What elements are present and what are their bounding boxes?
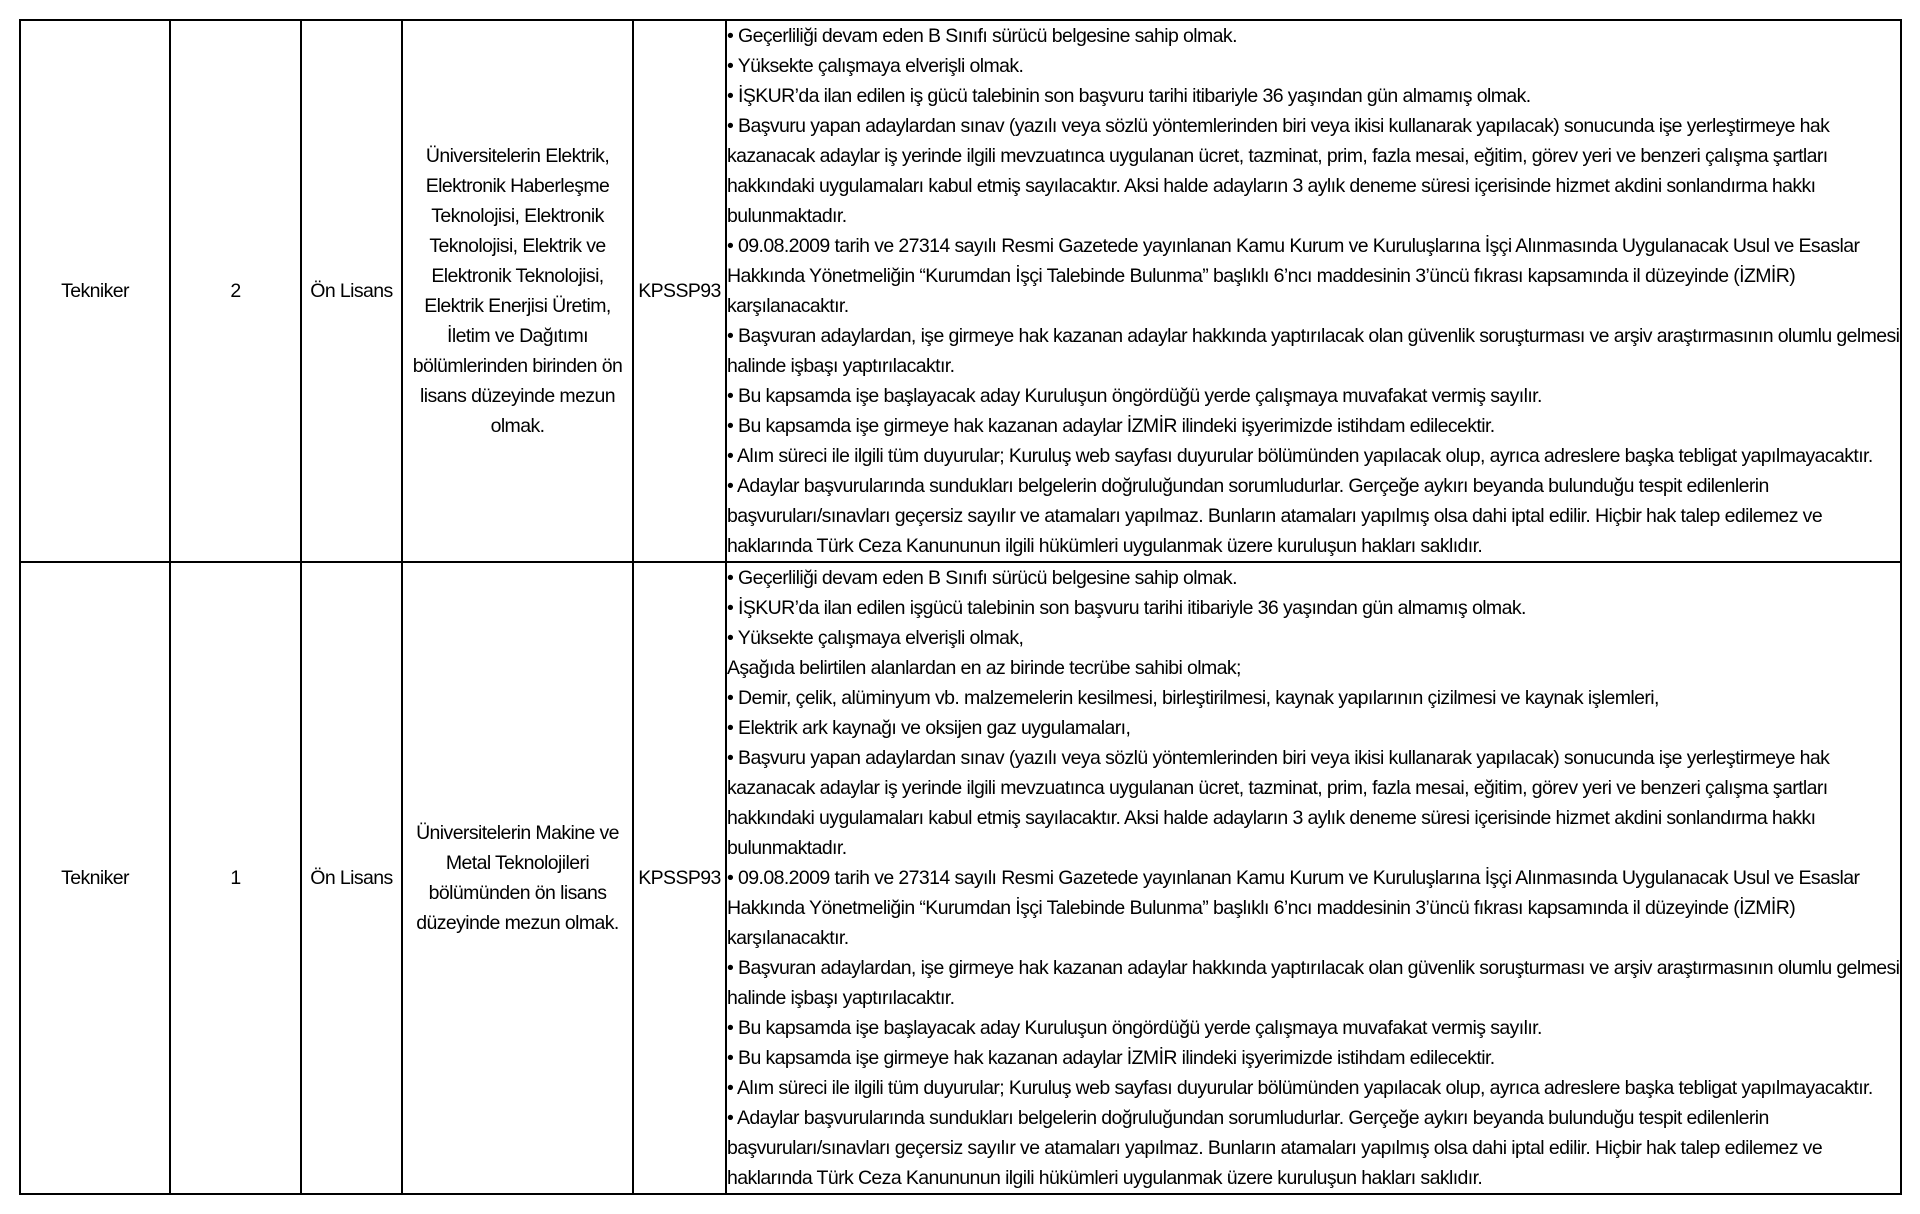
job-requirements-table [19, 19, 1902, 1195]
requirement-item: • İŞKUR’da ilan edilen iş gücü talebinin son başvuru tarihi itibariyle 36 yaşından gün almamış olmak. [727, 85, 1531, 107]
count-cell: 1 [170, 562, 301, 1194]
requirement-item: • 09.08.2009 tarih ve 27314 sayılı Resmi Gazetede yayınlanan Kamu Kurum ve Kuruluşlarına İşçi Alınmasında Uygulanacak Usul ve Esaslar Hakkında Yönetmeliğin “Kurumdan İşçi Talebinde Bulunma” başlıklı 6’ncı maddesinin 3’üncü fıkrası kapsamında il düzeyinde (İZMİR) karşılanacaktır. [727, 235, 1860, 317]
requirements-cell [726, 20, 1901, 562]
requirement-item: • İŞKUR’da ilan edilen işgücü talebinin son başvuru tarihi itibariyle 36 yaşından gün almamış olmak. [727, 597, 1526, 619]
requirement-item: • Bu kapsamda işe girmeye hak kazanan adaylar İZMİR ilindeki işyerimizde istihdam edilecektir. [727, 415, 1495, 437]
department-cell: Üniversitelerin Makine ve Metal Teknolojileri bölümünden ön lisans düzeyinde mezun olmak. [402, 562, 633, 1194]
department-cell: Üniversitelerin Elektrik, Elektronik Haberleşme Teknolojisi, Elektronik Teknolojisi, Elektrik ve Elektronik Teknolojisi, Elektrik Enerjisi Üretim, İletim ve Dağıtımı bölümlerinden birinden ön lisans düzeyinde mezun olmak. [402, 20, 633, 562]
requirement-item: • Demir, çelik, alüminyum vb. malzemelerin kesilmesi, birleştirilmesi, kaynak yapılarının çizilmesi ve kaynak işlemleri, [727, 687, 1659, 709]
requirement-item: • Adaylar başvurularında sundukları belgelerin doğruluğundan sorumludurlar. Gerçeğe aykırı beyanda bulunduğu tespit edilenlerin başvuruları/sınavları geçersiz sayılır ve atamaları yapılmaz. Bunların atamaları yapılmış olsa dahi iptal edilir. Hiçbir hak talep edilemez ve haklarında Türk Ceza Kanununun ilgili hükümleri uygulanmak üzere kuruluşun hakları saklıdır. [727, 475, 1823, 557]
table-row [20, 20, 1901, 562]
requirement-item: • Elektrik ark kaynağı ve oksijen gaz uygulamaları, [727, 717, 1131, 739]
requirement-item: • Geçerliliği devam eden B Sınıfı sürücü belgesine sahip olmak. [727, 25, 1237, 47]
education-cell: Ön Lisans [301, 562, 402, 1194]
requirement-item: • Alım süreci ile ilgili tüm duyurular; Kuruluş web sayfası duyurular bölümünden yapılacak olup, ayrıca adreslere başka tebligat yapılmayacaktır. [727, 1077, 1873, 1099]
requirements-cell [726, 562, 1901, 1194]
requirement-item: • Bu kapsamda işe başlayacak aday Kuruluşun öngördüğü yerde çalışmaya muvafakat vermiş sayılır. [727, 385, 1542, 407]
requirement-item: • 09.08.2009 tarih ve 27314 sayılı Resmi Gazetede yayınlanan Kamu Kurum ve Kuruluşlarına İşçi Alınmasında Uygulanacak Usul ve Esaslar Hakkında Yönetmeliğin “Kurumdan İşçi Talebinde Bulunma” başlıklı 6’ncı maddesinin 3’üncü fıkrası kapsamında il düzeyinde (İZMİR) karşılanacaktır. [727, 867, 1860, 949]
requirement-item: • Başvuran adaylardan, işe girmeye hak kazanan adaylar hakkında yaptırılacak olan güvenlik soruşturması ve arşiv araştırmasının olumlu gelmesi halinde işbaşı yaptırılacaktır. [727, 325, 1900, 377]
requirement-item: • Başvuran adaylardan, işe girmeye hak kazanan adaylar hakkında yaptırılacak olan güvenlik soruşturması ve arşiv araştırmasının olumlu gelmesi halinde işbaşı yaptırılacaktır. [727, 957, 1900, 1009]
requirement-item: Aşağıda belirtilen alanlardan en az birinde tecrübe sahibi olmak; [727, 657, 1241, 679]
requirement-item: • Bu kapsamda işe başlayacak aday Kuruluşun öngördüğü yerde çalışmaya muvafakat vermiş sayılır. [727, 1017, 1542, 1039]
requirement-item: • Bu kapsamda işe girmeye hak kazanan adaylar İZMİR ilindeki işyerimizde istihdam edilecektir. [727, 1047, 1495, 1069]
requirement-item: • Yüksekte çalışmaya elverişli olmak, [727, 627, 1024, 649]
requirement-item: • Başvuru yapan adaylardan sınav (yazılı veya sözlü yöntemlerinden biri veya ikisi kullanarak yapılacak) sonucunda işe yerleştirmeye hak kazanacak adaylar iş yerinde ilgili mevzuatınca uygulanan ücret, tazminat, prim, fazla mesai, eğitim, görev yeri ve benzeri çalışma şartları hakkındaki uygulamaları kabul etmiş sayılacaktır. Aksi halde adayların 3 aylık deneme süresi içerisinde hizmet akdini sonlandırma hakkı bulunmaktadır. [727, 747, 1830, 859]
exam-code-cell: KPSSP93 [633, 562, 726, 1194]
requirement-item: • Geçerliliği devam eden B Sınıfı sürücü belgesine sahip olmak. [727, 567, 1237, 589]
position-cell: Tekniker [20, 20, 170, 562]
position-cell: Tekniker [20, 562, 170, 1194]
requirement-item: • Yüksekte çalışmaya elverişli olmak. [727, 55, 1024, 77]
table-row [20, 562, 1901, 1194]
exam-code-cell: KPSSP93 [633, 20, 726, 562]
requirement-item: • Başvuru yapan adaylardan sınav (yazılı veya sözlü yöntemlerinden biri veya ikisi kullanarak yapılacak) sonucunda işe yerleştirmeye hak kazanacak adaylar iş yerinde ilgili mevzuatınca uygulanan ücret, tazminat, prim, fazla mesai, eğitim, görev yeri ve benzeri çalışma şartları hakkındaki uygulamaları kabul etmiş sayılacaktır. Aksi halde adayların 3 aylık deneme süresi içerisinde hizmet akdini sonlandırma hakkı bulunmaktadır. [727, 115, 1830, 227]
count-cell: 2 [170, 20, 301, 562]
requirement-item: • Adaylar başvurularında sundukları belgelerin doğruluğundan sorumludurlar. Gerçeğe aykırı beyanda bulunduğu tespit edilenlerin başvuruları/sınavları geçersiz sayılır ve atamaları yapılmaz. Bunların atamaları yapılmış olsa dahi iptal edilir. Hiçbir hak talep edilemez ve haklarında Türk Ceza Kanununun ilgili hükümleri uygulanmak üzere kuruluşun hakları saklıdır. [727, 1107, 1823, 1189]
education-cell: Ön Lisans [301, 20, 402, 562]
requirement-item: • Alım süreci ile ilgili tüm duyurular; Kuruluş web sayfası duyurular bölümünden yapılacak olup, ayrıca adreslere başka tebligat yapılmayacaktır. [727, 445, 1873, 467]
